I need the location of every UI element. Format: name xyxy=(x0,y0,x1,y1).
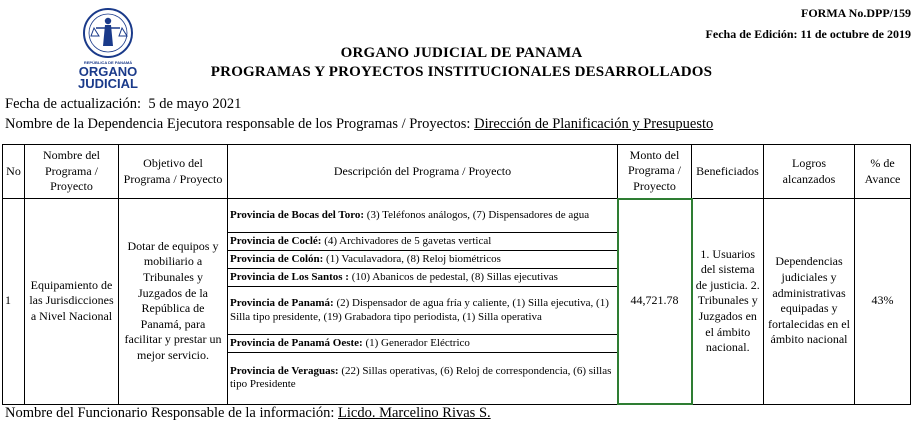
province-items: (2) Dispensador de agua fría y caliente, (1) Silla ejecutiva, (1) Silla tipo presidente, (19) Grabadora tipo periodista, (1) Silla operativa xyxy=(230,296,609,323)
logo-top-text: REPÚBLICA DE PANAMÁ xyxy=(83,60,133,65)
province-name: Provincia de Coclé: xyxy=(230,234,322,247)
responsible-official-label: Nombre del Funcionario Responsable de la información: xyxy=(5,405,335,421)
table-row xyxy=(3,199,911,405)
dependency-label: Nombre de la Dependencia Ejecutora responsable de los Programas / Proyectos: xyxy=(5,116,471,132)
update-date-value: 5 de mayo 2021 xyxy=(148,96,242,112)
update-date-line xyxy=(5,96,241,113)
dependency-line xyxy=(5,116,713,133)
row-no: 1 xyxy=(3,199,25,405)
header-progress: % de Avance xyxy=(855,145,911,199)
description-item xyxy=(228,335,617,353)
province-name: Provincia de Veraguas: xyxy=(230,364,339,377)
province-name: Provincia de Bocas del Toro: xyxy=(230,208,365,221)
responsible-official-line xyxy=(5,405,491,422)
header-objective: Objetivo del Programa / Proyecto xyxy=(119,145,228,199)
header-achievements: Logros alcanzados xyxy=(764,145,855,199)
description-item xyxy=(228,269,617,287)
document-subtitle: PROGRAMAS Y PROYECTOS INSTITUCIONALES DESARROLLADOS xyxy=(210,64,713,80)
row-progress: 43% xyxy=(855,199,911,405)
description-item xyxy=(228,353,617,404)
province-name: Provincia de Los Santos : xyxy=(230,270,349,283)
province-name: Provincia de Panamá Oeste: xyxy=(230,336,363,349)
description-list xyxy=(228,199,617,404)
description-item xyxy=(228,199,617,233)
header-description: Descripción del Programa / Proyecto xyxy=(228,145,618,199)
document-title: ORGANO JUDICIAL DE PANAMA xyxy=(340,45,583,61)
row-objective: Dotar de equipos y mobiliario a Tribunales y Juzgados de la República de Panamá, para facilitar y prestar un mejor servicio. xyxy=(119,199,228,405)
province-name: Provincia de Panamá: xyxy=(230,296,334,309)
logo-name-line1: ORGANO xyxy=(78,64,138,79)
form-number: FORMA No.DPP/159 xyxy=(801,6,911,20)
province-name: Provincia de Colón: xyxy=(230,252,324,265)
logo-name-line2: JUDICIAL xyxy=(78,76,138,90)
row-name: Equipamiento de las Jurisdicciones a Nivel Nacional xyxy=(25,199,119,405)
programs-table xyxy=(2,144,911,405)
update-date-label: Fecha de actualización: xyxy=(5,96,142,112)
row-amount: 44,721.78 xyxy=(618,199,692,405)
row-beneficiaries: 1. Usuarios del sistema de justicia. 2. Tribunales y Juzgados en el ámbito nacional. xyxy=(692,199,764,405)
description-item xyxy=(228,233,617,251)
row-description xyxy=(228,199,618,405)
header-name: Nombre del Programa / Proyecto xyxy=(25,145,119,199)
row-achievements: Dependencias judiciales y administrativas equipadas y fortalecidas en el ámbito nacional xyxy=(764,199,855,405)
province-items: (3) Teléfonos análogos, (7) Dispensadores de agua xyxy=(364,208,590,221)
province-items: (4) Archivadores de 5 gavetas vertical xyxy=(321,234,492,247)
header-no: No xyxy=(3,145,25,199)
province-items: (22) Sillas operativas, (6) Reloj de correspondencia, (6) sillas tipo Presidente xyxy=(230,364,612,391)
edition-date: Fecha de Edición: 11 de octubre de 2019 xyxy=(705,27,911,41)
table-header-row xyxy=(3,145,911,199)
header-amount: Monto del Programa / Proyecto xyxy=(618,145,692,199)
province-items: (1) Generador Eléctrico xyxy=(362,336,470,349)
description-item xyxy=(228,287,617,335)
responsible-official-name: Licdo. Marcelino Rivas S. xyxy=(338,405,491,421)
header-beneficiaries: Beneficiados xyxy=(692,145,764,199)
province-items: (1) Vaculavadora, (8) Reloj biométricos xyxy=(323,252,501,265)
dependency-value: Dirección de Planificación y Presupuesto xyxy=(474,116,714,132)
province-items: (10) Abanicos de pedestal, (8) Sillas ejecutivas xyxy=(348,270,558,283)
description-item xyxy=(228,251,617,269)
